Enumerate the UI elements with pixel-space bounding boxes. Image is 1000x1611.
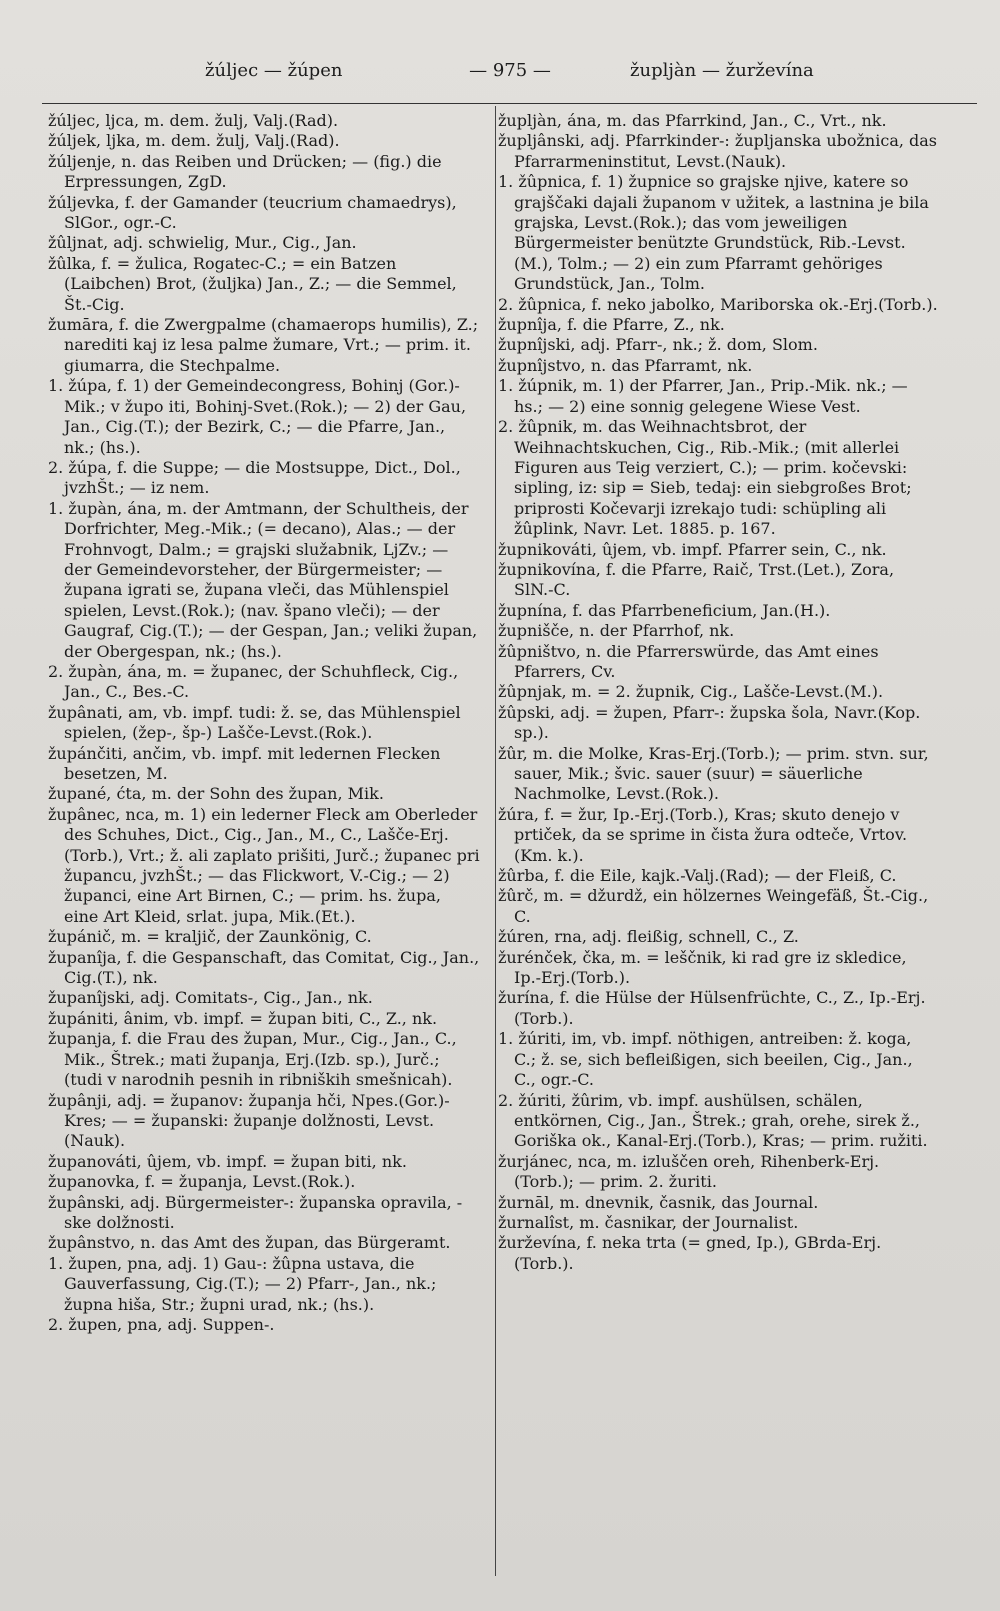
dictionary-entry: župánčiti, ančim, vb. impf. mit ledernen Flecken besetzen, M.: [48, 743, 441, 783]
dictionary-entry: županovka, f. = županja, Levst.(Rok.).: [48, 1172, 356, 1192]
dictionary-entry: žûrba, f. die Eile, kajk.-Valj.(Rad); — der Fleiß, C.: [498, 866, 897, 886]
dictionary-entry: žumāra, f. die Zwergpalme (chamaerops humilis), Z.; narediti kaj iz lesa palme žumare, Vrt.; — prim. it. giumarra, die Stechpalme.: [48, 315, 479, 375]
dictionary-entry: županja, f. die Frau des župan, Mur., Cig., Jan., C., Mik., Štrek.; mati županja, Erj.(Izb. sp.), Jurč.; (tudi v narodnih pesnih in ribniških smešnicah).: [48, 1029, 457, 1090]
right-column: [498, 111, 938, 1274]
dictionary-entry: 1. žúpa, f. 1) der Gemeindecongress, Bohinj (Gor.)-Mik.; v župo iti, Bohinj-Svet.(Rok.); — 2) der Gau, Jan., Cig.(T.); der Bezirk, C.; — die Pfarre, Jan., nk.; (hs.).: [48, 376, 467, 457]
dictionary-entry: 2. žûpnik, m. das Weihnachtsbrot, der Weihnachtskuchen, Cig., Rib.-Mik.; (mit allerlei Figuren aus Teig verziert, C.); — prim. kočevski: sipling, iz: sip = Sieb, tedaj: ein siebgroßes Brot; priprosti Kočevarji izrekajo tudi: schüpling ali žûplink, Navr. Let. 1885. p. 167.: [498, 417, 912, 539]
dictionary-entry: župânstvo, n. das Amt des župan, das Bürgeramt.: [48, 1233, 451, 1253]
dictionary-entry: žûr, m. die Molke, Kras-Erj.(Torb.); — prim. stvn. sur, sauer, Mik.; švic. sauer (suur) = säuerliche Nachmolke, Levst.(Rok.).: [498, 743, 929, 804]
dictionary-entry: 1. župen, pna, adj. 1) Gau-: žûpna ustava, die Gauverfassung, Cig.(T.); — 2) Pfarr-, Jan., nk.; župna hiša, Str.; župni urad, nk.; (hs.).: [48, 1253, 437, 1314]
column-divider: [495, 106, 496, 1576]
dictionary-entry: žûrč, m. = džurdž, ein hölzernes Weingefäß, Št.-Cig., C.: [498, 886, 929, 926]
dictionary-entry: žurnāl, m. dnevnik, časnik, das Journal.: [498, 1192, 819, 1212]
dictionary-entry: županîja, f. die Gespanschaft, das Comitat, Cig., Jan., Cig.(T.), nk.: [48, 947, 480, 988]
dictionary-entry: žurževína, f. neka trta (= gned, Ip.), GBrda-Erj.(Torb.).: [498, 1233, 882, 1273]
dictionary-entry: žúljek, ljka, m. dem. žulj, Valj.(Rad).: [48, 131, 340, 151]
header-rule: [42, 103, 977, 104]
dictionary-entry: 2. žúriti, žûrim, vb. impf. aushülsen, schälen, entkörnen, Cig., Jan., Štrek.; grah, orehe, sirek ž., Goriška ok., Kanal-Erj.(Torb.), Kras; — prim. ružiti.: [498, 1090, 928, 1151]
dictionary-entry: župnîjstvo, n. das Pfarramt, nk.: [498, 355, 753, 375]
dictionary-entry: župnikovína, f. die Pfarre, Raič, Trst.(Let.), Zora, SlN.-C.: [498, 559, 895, 600]
dictionary-entry: župnína, f. das Pfarrbeneficium, Jan.(H.).: [498, 600, 831, 620]
dictionary-entry: župânati, am, vb. impf. tudi: ž. se, das Mühlenspiel spielen, (žep-, šp-) Lašče-Levst.(Rok.).: [48, 702, 461, 743]
dictionary-entry: žurjánec, nca, m. izluščen oreh, Rihenberk-Erj.(Torb.); — prim. 2. žuriti.: [498, 1151, 880, 1192]
dictionary-entry: žúljec, ljca, m. dem. žulj, Valj.(Rad).: [48, 111, 339, 130]
dictionary-entry: žúren, rna, adj. fleißig, schnell, C., Z.: [498, 927, 799, 947]
dictionary-entry: žûljnat, adj. schwielig, Mur., Cig., Jan.: [48, 233, 357, 253]
dictionary-entry: 1. žûpnica, f. 1) župnice so grajske njive, katere so grajščaki dajali županom v užitek, a lastnina je bila grajska, Levst.(Rok.); das vom jeweiligen Bürgermeister benützte Grundstück, Rib.-Levst.(M.), Tolm.; — 2) ein zum Pfarramt gehöriges Grundstück, Jan., Tolm.: [498, 172, 929, 294]
dictionary-entry: župânji, adj. = županov: županja hči, Npes.(Gor.)-Kres; — = županski: županje dolžnosti, Levst.(Nauk).: [48, 1090, 450, 1151]
dictionary-entry: žûpski, adj. = župen, Pfarr-: župska šola, Navr.(Kop. sp.).: [498, 702, 921, 743]
dictionary-entry: župnîjski, adj. Pfarr-, nk.; ž. dom, Slom.: [498, 335, 818, 355]
left-column: [48, 111, 480, 1335]
dictionary-entry: 1. župàn, ána, m. der Amtmann, der Schultheis, der Dorfrichter, Meg.-Mik.; (= decano), Alas.; — der Frohnvogt, Dalm.; = grajski služabnik, LjZv.; — der Gemeindevorsteher, der Bürgermeister; — župana igrati se, župana vleči, das Mühlenspiel spielen, Levst.(Rok.); (nav. špano vleči); — der Gaugraf, Cig.(T.); — der Gespan, Jan.; veliki župan, der Obergespan, nk.; (hs.).: [48, 498, 478, 661]
dictionary-entry: žurénček, čka, m. = leščnik, ki rad gre iz skledice, Ip.-Erj.(Torb.).: [498, 947, 907, 988]
dictionary-entry: žûlka, f. = žulica, Rogatec-C.; = ein Batzen (Laibchen) Brot, (žuljka) Jan., Z.; — die Semmel, Št.-Cig.: [48, 253, 457, 314]
dictionary-entry: žurína, f. die Hülse der Hülsenfrüchte, C., Z., Ip.-Erj.(Torb.).: [498, 988, 926, 1028]
dictionary-entry: župânski, adj. Bürgermeister-: županska opravila, -ske dolžnosti.: [48, 1192, 463, 1232]
dictionary-entry: županîjski, adj. Comitats-, Cig., Jan., nk.: [48, 988, 373, 1008]
dictionary-entry: 2. žûpnica, f. neko jabolko, Mariborska ok.-Erj.(Torb.).: [498, 294, 938, 314]
dictionary-entry: župljàn, ána, m. das Pfarrkind, Jan., C., Vrt., nk.: [498, 111, 887, 130]
dictionary-entry: žûpnjak, m. = 2. župnik, Cig., Lašče-Levst.(M.).: [498, 682, 884, 702]
dictionary-entry: župániti, ânim, vb. impf. = župan biti, C., Z., nk.: [48, 1008, 438, 1028]
dictionary-entry: županováti, ûjem, vb. impf. = župan biti, nk.: [48, 1151, 407, 1171]
dictionary-entry: 2. župen, pna, adj. Suppen-.: [48, 1314, 275, 1334]
dictionary-entry: župnikováti, ûjem, vb. impf. Pfarrer sein, C., nk.: [498, 539, 887, 559]
dictionary-entry: 2. žúpa, f. die Suppe; — die Mostsuppe, Dict., Dol., jvzhŠt.; — iz nem.: [48, 457, 461, 498]
running-head-left: žúljec — žúpen: [205, 60, 343, 81]
dictionary-entry: žúra, f. = žur, Ip.-Erj.(Torb.), Kras; skuto denejo v prtiček, da se sprime in čista žura odteče, Vrtov.(Km. k.).: [498, 804, 908, 865]
dictionary-entry: 1. žúpnik, m. 1) der Pfarrer, Jan., Prip.-Mik. nk.; — hs.; — 2) eine sonnig gelegene Wiese Vest.: [498, 376, 908, 416]
dictionary-entry: žúljenje, n. das Reiben und Drücken; — (fig.) die Erpressungen, ZgD.: [48, 151, 442, 192]
dictionary-entry: župânec, nca, m. 1) ein lederner Fleck am Oberleder des Schuhes, Dict., Cig., Jan., M., C., Lašče-Erj.(Torb.), Vrt.; ž. ali zaplato prišiti, Jurč.; županec pri župancu, jvzhŠt.; — das Flickwort, V.-Cig.; — 2) županci, eine Art Birnen, C.; — prim. hs. župa, eine Art Kleid, srlat. jupa, Mik.(Et.).: [48, 804, 480, 926]
page-number: — 975 —: [469, 60, 551, 81]
dictionary-entry: župnišče, n. der Pfarrhof, nk.: [498, 621, 735, 641]
dictionary-entry: župnîja, f. die Pfarre, Z., nk.: [498, 315, 725, 335]
dictionary-entry: 1. žúriti, im, vb. impf. nöthigen, antreiben: ž. koga, C.; ž. se, sich befleißigen, sich beeilen, Cig., Jan., C., ogr.-C.: [498, 1029, 913, 1090]
dictionary-entry: župljânski, adj. Pfarrkinder-: župljanska ubožnica, das Pfarrarmeninstitut, Levst.(Nauk).: [498, 131, 938, 171]
dictionary-entry: župánič, m. = kraljič, der Zaunkönig, C.: [48, 927, 372, 947]
running-head-right: župljàn — žurževína: [630, 60, 814, 81]
dictionary-entry: žúljevka, f. der Gamander (teucrium chamaedrys), SlGor., ogr.-C.: [48, 192, 457, 233]
dictionary-entry: 2. župàn, ána, m. = županec, der Schuhfleck, Cig., Jan., C., Bes.-C.: [48, 661, 459, 702]
dictionary-entry: žurnalîst, m. časnikar, der Journalist.: [498, 1212, 799, 1232]
dictionary-entry: žûpništvo, n. die Pfarrerswürde, das Amt eines Pfarrers, Cv.: [498, 641, 879, 681]
dictionary-entry: župané, ćta, m. der Sohn des župan, Mik.: [48, 784, 384, 804]
